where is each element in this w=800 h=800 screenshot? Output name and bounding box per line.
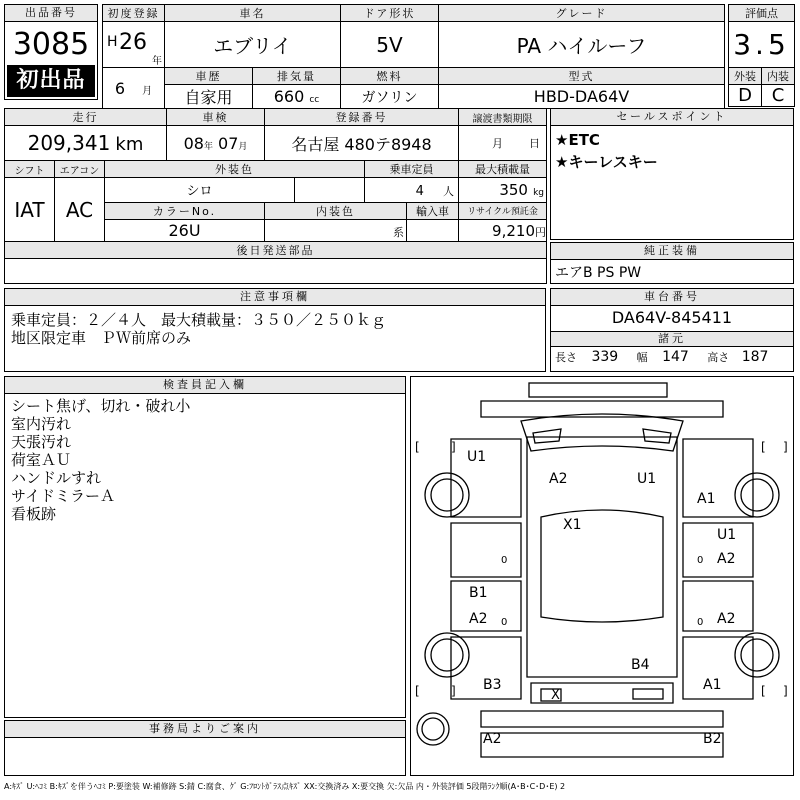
mark-u1-hood: U1 — [637, 471, 657, 487]
inspect-year: 08 — [183, 133, 204, 153]
inspect-cell — [167, 126, 265, 161]
svg-text:[: [ — [761, 440, 766, 454]
dims-label: 諸元 — [551, 331, 793, 347]
chassis-number: DA64V-845411 — [611, 308, 733, 327]
model-code: HBD-DA64V — [439, 85, 725, 109]
load-label: 最大積載量 — [459, 160, 547, 177]
caution-line-2: 地区限定車 ＰＷ前席のみ — [11, 329, 192, 347]
mark-b2-bottom: B2 — [703, 731, 722, 747]
ext-grade: D — [729, 85, 762, 107]
int-color-unit: 系 — [393, 226, 404, 240]
mark-x-rear: X — [551, 688, 560, 703]
first-listing-badge: 初出品 — [7, 65, 95, 97]
svg-text:[: [ — [415, 440, 420, 454]
history-label: 車歴 — [165, 68, 253, 85]
int-color-label: 内装色 — [265, 202, 407, 219]
inspector-line-3: 天張汚れ — [11, 433, 72, 451]
displacement: 660 — [273, 87, 305, 106]
plate: 名古屋 480テ8948 — [265, 126, 459, 161]
color-label: 外装色 — [105, 160, 365, 177]
seats-label: 乗車定員 — [365, 160, 459, 177]
ac-label: エアコン — [55, 160, 105, 177]
grade-label: グレード — [439, 5, 725, 22]
mark-a1-right-front: A1 — [697, 491, 716, 507]
later-parts-value — [5, 259, 547, 284]
load-cell — [459, 178, 547, 202]
svg-text:0: 0 — [501, 617, 508, 628]
inspector-line-5: ハンドルすれ — [11, 469, 102, 487]
seats-unit: 人 — [443, 185, 454, 199]
inspector-line-1: シート焦げ、切れ・破れ小 — [11, 397, 191, 415]
width-label: 幅 — [636, 351, 648, 364]
sales-point-1: ★ETC — [555, 131, 600, 149]
svg-text:]: ] — [783, 684, 788, 698]
reg-year-cell — [103, 22, 165, 68]
office-label: 事務局よりご案内 — [5, 721, 405, 738]
chassis-box — [550, 288, 794, 372]
ext-label: 外装 — [729, 68, 762, 85]
grade: PA ハイルーフ — [439, 22, 725, 68]
length-value: 339 — [591, 349, 619, 365]
recycle-fee: 9,210 — [492, 222, 535, 241]
svg-text:0: 0 — [697, 555, 704, 566]
name-label: 車名 — [165, 5, 341, 22]
score-table — [728, 4, 795, 107]
svg-text:0: 0 — [501, 555, 508, 566]
recycle-label: リサイクル預託金 — [459, 202, 547, 219]
inspector-line-7: 看板跡 — [11, 505, 57, 523]
inspect-label: 車検 — [167, 109, 265, 126]
door-type: 5V — [341, 22, 439, 68]
mark-b3-left: B3 — [483, 677, 502, 693]
office-box — [4, 720, 406, 776]
history: 自家用 — [165, 85, 253, 109]
int-label: 内装 — [762, 68, 795, 85]
transfer-day: 日 — [529, 137, 540, 151]
caution-label: 注意事項欄 — [5, 289, 545, 306]
mark-a2-bottom: A2 — [483, 731, 502, 747]
displacement-cell — [253, 85, 341, 109]
dims-row — [555, 349, 789, 365]
mark-a2-left-rear: A2 — [469, 611, 488, 627]
seats: 4 — [415, 184, 424, 200]
equipment-label: 純正装備 — [551, 243, 793, 260]
transfer-label: 譲渡書類期限 — [459, 109, 547, 126]
chassis-label: 車台番号 — [551, 289, 793, 306]
max-load: 350 — [499, 181, 528, 200]
svg-text:[: [ — [761, 684, 766, 698]
legend: A:ｷｽﾞ U:ﾍｺﾐ B:ｷｽﾞを伴うﾍｺﾐ P:要塗装 W:補修跡 S:錆 C:腐食、ｸﾞ G:ﾌﾛﾝﾄｶﾞﾗｽ点ｷｽﾞ XX:交換済み X:要交換 欠:欠品 内・外装評価 5段階ﾗﾝｸ順(A･B･C･D･E) 2 — [4, 782, 566, 791]
sales-points-box — [550, 108, 794, 240]
plate-label: 登録番号 — [265, 109, 459, 126]
inspector-line-4: 荷室ＡＵ — [11, 451, 72, 469]
era-letter: H — [107, 34, 118, 50]
inspector-box — [4, 376, 406, 718]
month-unit: 月 — [142, 85, 153, 97]
load-unit: kg — [533, 188, 544, 199]
exhibit-number-label: 出品番号 — [5, 5, 97, 22]
inspect-month-unit: 月 — [238, 141, 248, 152]
disp-label: 排気量 — [253, 68, 341, 85]
model-label: 型式 — [439, 68, 725, 85]
disp-unit: cc — [309, 95, 320, 105]
shift: IAT — [5, 178, 55, 242]
shift-label: シフト — [5, 160, 55, 177]
sales-points-label: セールスポイント — [551, 109, 793, 126]
mileage-cell — [5, 126, 167, 161]
mark-a2-right-rear: A2 — [717, 611, 736, 627]
mark-a2-right-door: A2 — [717, 551, 736, 567]
fuel: ガソリン — [341, 85, 439, 109]
mark-b4-rear: B4 — [631, 657, 650, 673]
inspector-label: 検査員記入欄 — [5, 377, 405, 394]
recycle-unit: 円 — [535, 226, 546, 240]
height-label: 高さ — [707, 351, 730, 364]
caution-line-1: 乗車定員：２／４人 最大積載量：３５０／２５０ｋｇ — [11, 311, 387, 329]
height-value: 187 — [741, 349, 769, 365]
inspect-year-unit: 年 — [203, 141, 213, 152]
mark-u1-left-front: U1 — [467, 449, 487, 465]
svg-text:0: 0 — [697, 617, 704, 628]
mileage-label: 走行 — [5, 109, 167, 126]
color-no-label: カラーNo. — [105, 202, 265, 219]
equipment-box — [550, 242, 794, 284]
body-color: シロ — [105, 178, 295, 202]
transfer-month: 月 — [492, 137, 503, 151]
mark-u1-right-door: U1 — [717, 527, 737, 543]
inspector-line-6: サイドミラーＡ — [11, 487, 115, 505]
width-value: 147 — [662, 349, 689, 365]
reg-month-cell — [103, 68, 165, 109]
fuel-label: 燃料 — [341, 68, 439, 85]
equipment-value: エアB PS PW — [555, 265, 642, 281]
mark-x1-roof: X1 — [563, 517, 582, 533]
exhibit-number: 3085 — [12, 27, 90, 62]
color-extra-cell — [295, 178, 365, 202]
import-cell — [407, 219, 459, 241]
aircon: AC — [55, 178, 105, 242]
transfer-cell — [459, 126, 547, 161]
detail-table — [4, 108, 547, 284]
caution-box — [4, 288, 546, 372]
svg-text:]: ] — [451, 684, 456, 698]
car-diagram — [411, 377, 793, 775]
svg-text:]: ] — [451, 440, 456, 454]
reg-label: 初度登録 — [103, 5, 165, 22]
mark-a1-right: A1 — [703, 677, 722, 693]
color-no: 26U — [105, 219, 265, 241]
import-label: 輸入車 — [407, 202, 459, 219]
reg-year: 26 — [119, 30, 147, 55]
inspect-month: 07 — [218, 133, 239, 153]
mileage: 209,341 — [27, 131, 111, 156]
sales-point-2: ★キーレスキー — [555, 153, 658, 171]
recycle-cell — [459, 219, 547, 241]
car-name: エブリイ — [165, 22, 341, 68]
mileage-unit: km — [115, 134, 144, 156]
score-label: 評価点 — [729, 5, 795, 22]
later-parts-label: 後日発送部品 — [5, 242, 547, 259]
vehicle-info-table — [102, 4, 725, 109]
int-grade: C — [762, 85, 795, 107]
inspector-line-2: 室内汚れ — [11, 415, 72, 433]
score: 3.5 — [729, 22, 795, 68]
seats-cell — [365, 178, 459, 202]
door-label: ドア形状 — [341, 5, 439, 22]
svg-text:[: [ — [415, 684, 420, 698]
mark-b1-left: B1 — [469, 585, 488, 601]
mark-a2-hood: A2 — [549, 471, 568, 487]
int-color-cell — [265, 219, 407, 241]
year-unit: 年 — [152, 56, 162, 67]
reg-month: 6 — [114, 78, 126, 98]
svg-text:]: ] — [783, 440, 788, 454]
car-diagram-box — [410, 376, 794, 776]
length-label: 長さ — [555, 351, 577, 364]
exhibit-number-box — [4, 4, 98, 100]
